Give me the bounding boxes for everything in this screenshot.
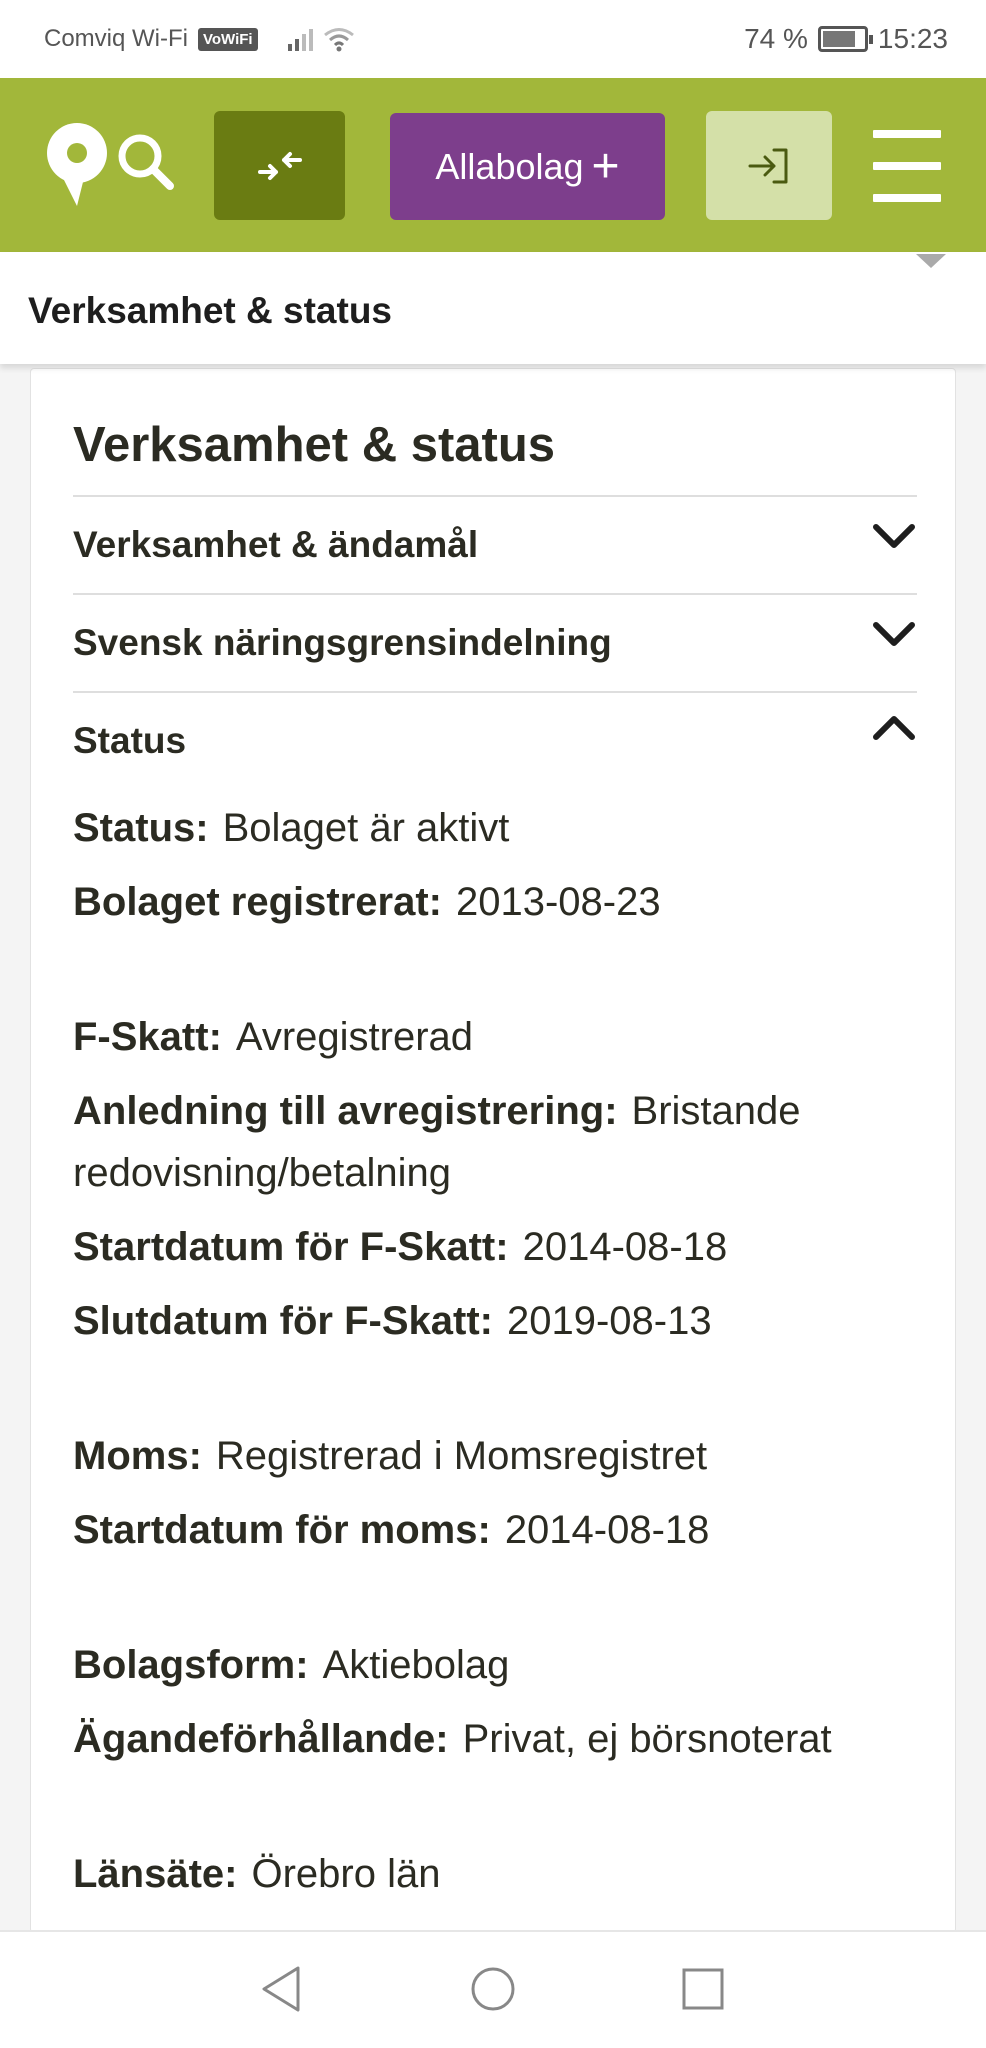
top-navbar [0, 78, 986, 252]
accordion-label: Verksamhet & ändamål [73, 524, 479, 565]
bolagsform-row [73, 1634, 923, 1696]
row-label: Moms: [73, 1434, 202, 1478]
row-value: Privat, ej börsnoterat [462, 1717, 832, 1761]
row-value: Aktiebolag [322, 1643, 510, 1687]
accordion-label: Svensk näringsgrensindelning [73, 622, 612, 663]
row-label: Bolaget registrerat: [73, 880, 442, 924]
status-bar-left [44, 22, 355, 56]
battery-icon [818, 26, 868, 52]
accordion-naringsgren[interactable] [73, 593, 917, 691]
row-label: F-Skatt: [73, 1015, 222, 1059]
fskatt-end-row [73, 1290, 923, 1352]
allabolag-plus-button[interactable] [390, 113, 665, 220]
row-label: Status: [73, 806, 209, 850]
status-card [30, 368, 956, 1933]
section-header-title: Verksamhet & status [28, 290, 393, 331]
compare-arrows-icon [256, 151, 304, 181]
row-value: 2014-08-18 [522, 1225, 728, 1269]
row-value: 2013-08-23 [455, 880, 661, 924]
hamburger-menu-icon[interactable] [870, 126, 944, 206]
system-nav-bar [0, 1930, 986, 2048]
row-value: 2014-08-18 [504, 1508, 710, 1552]
plus-icon: + [591, 139, 620, 193]
login-button[interactable] [706, 111, 832, 220]
fskatt-start-row [73, 1216, 923, 1278]
status-bar [0, 0, 986, 78]
recents-icon[interactable] [680, 1964, 726, 2014]
row-value: Avregistrerad [235, 1015, 474, 1059]
signal-icon [288, 27, 313, 51]
vowifi-badge: VoWiFi [198, 28, 258, 51]
ownership-row [73, 1708, 923, 1770]
row-value: Örebro län [251, 1852, 441, 1896]
chevron-down-icon [871, 615, 917, 655]
row-label: Länsäte: [73, 1852, 238, 1896]
accordion-label: Status [73, 720, 187, 761]
dereg-reason-row [73, 1080, 923, 1204]
row-label: Anledning till avregistrering: [73, 1089, 618, 1133]
back-icon[interactable] [258, 1964, 304, 2014]
home-icon[interactable] [469, 1964, 517, 2014]
section-header[interactable] [0, 252, 986, 364]
chevron-up-icon [871, 707, 917, 747]
accordion-verksamhet[interactable] [73, 495, 917, 593]
status-details [73, 797, 923, 1905]
allabolag-logo-icon[interactable] [42, 118, 177, 208]
moms-start-row [73, 1499, 923, 1561]
card-title: Verksamhet & status [73, 418, 556, 472]
login-icon [746, 146, 792, 186]
wifi-icon [323, 26, 355, 52]
registered-row [73, 871, 923, 933]
allabolag-plus-label: Allabolag [435, 145, 584, 187]
accordion-status[interactable] [73, 691, 917, 781]
row-label: Startdatum för moms: [73, 1508, 491, 1552]
status-bar-right [744, 22, 948, 56]
compare-button[interactable] [214, 111, 345, 220]
carrier-label: Comviq Wi-Fi [44, 25, 188, 52]
clock: 15:23 [877, 23, 948, 54]
row-label: Slutdatum för F-Skatt: [73, 1299, 493, 1343]
lansate-row [73, 1843, 923, 1905]
status-row [73, 797, 923, 859]
row-label: Startdatum för F-Skatt: [73, 1225, 509, 1269]
row-label: Ägandeförhållande: [73, 1717, 449, 1761]
row-label: Bolagsform: [73, 1643, 309, 1687]
chevron-down-icon [871, 517, 917, 557]
dropdown-caret-icon[interactable] [916, 254, 946, 268]
battery-percent: 74 % [744, 23, 808, 54]
row-value: Bristande redovisning/betalning [73, 1089, 801, 1195]
moms-row [73, 1425, 923, 1487]
fskatt-row [73, 1006, 923, 1068]
row-value: Bolaget är aktivt [222, 806, 510, 850]
row-value: 2019-08-13 [506, 1299, 712, 1343]
row-value: Registrerad i Momsregistret [215, 1434, 708, 1478]
